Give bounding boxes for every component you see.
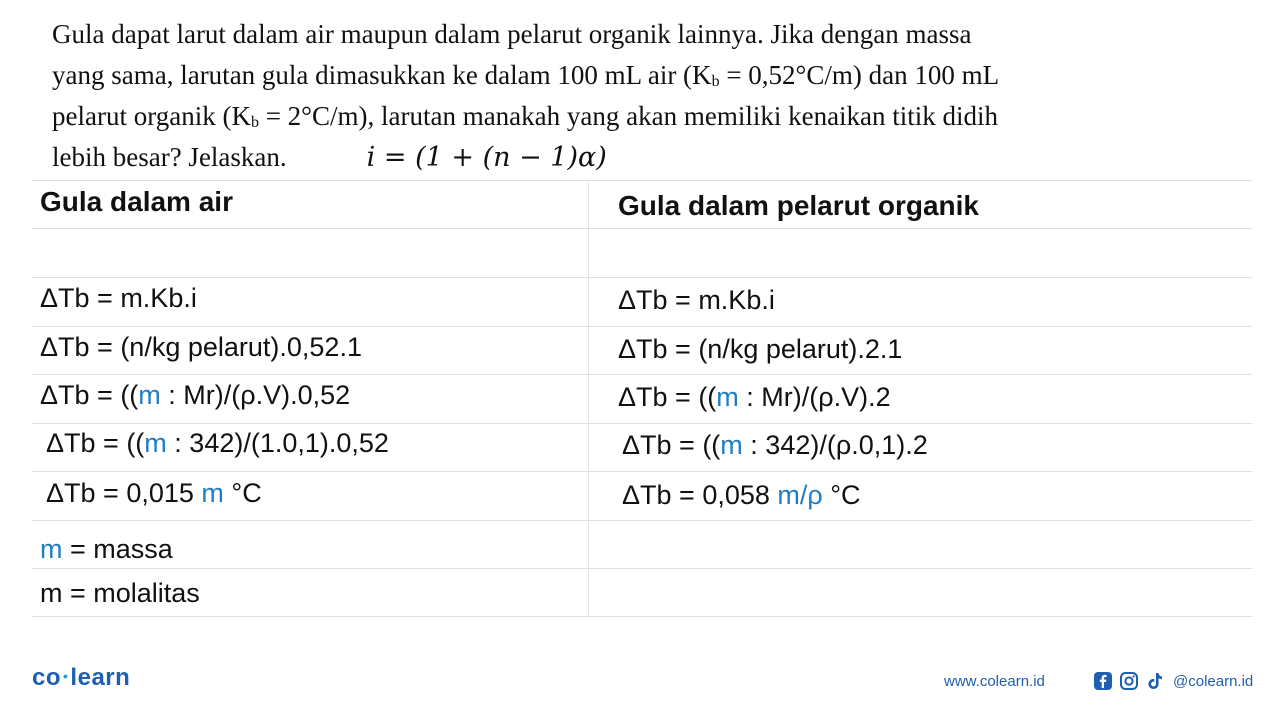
question-text [52, 14, 1192, 178]
vant-hoff-formula: i = (1 + (n − 1)α) [366, 142, 607, 173]
left-step-4: ΔTb = ((m : 342)/(1.0,1).0,52 [46, 428, 389, 458]
mass-symbol: m [144, 428, 167, 458]
question-line-2a: yang sama, larutan gula dimasukkan ke dalam 100 mL air (K [52, 60, 712, 90]
right-step-4: ΔTb = ((m : 342)/(ρ.0,1).2 [622, 430, 928, 460]
table-divider [32, 520, 1252, 521]
right-step-2: ΔTb = (n/kg pelarut).2.1 [618, 334, 903, 364]
question-line-4: lebih besar? Jelaskan. [52, 142, 287, 172]
note-mass: m = massa [40, 534, 173, 564]
solution-table [32, 180, 1252, 617]
right-step-1: ΔTb = m.Kb.i [618, 285, 775, 315]
social-handle[interactable]: @colearn.id [1173, 672, 1254, 690]
left-step-1: ΔTb = m.Kb.i [40, 283, 197, 313]
left-column-header: Gula dalam air [40, 186, 233, 217]
colearn-logo: co •learn [32, 664, 131, 691]
right-column-header: Gula dalam pelarut organik [618, 190, 979, 221]
table-divider [32, 423, 1252, 424]
mass-symbol: m [40, 534, 63, 564]
instagram-icon[interactable] [1119, 671, 1139, 691]
mass-symbol: m [716, 382, 739, 412]
column-divider [588, 180, 589, 617]
note-molality: m = molalitas [40, 578, 200, 608]
table-divider [32, 568, 1252, 569]
question-line-1: Gula dapat larut dalam air maupun dalam pelarut organik lainnya. Jika dengan massa [52, 19, 972, 49]
table-divider [32, 471, 1252, 472]
website-url[interactable]: www.colearn.id [944, 673, 1045, 690]
kb-subscript: b [711, 73, 720, 90]
mass-symbol: m [720, 430, 743, 460]
table-divider [32, 228, 1252, 229]
social-links [1093, 670, 1253, 692]
question-line-2b: = 0,52°C/m) dan 100 mL [719, 60, 1000, 90]
table-divider [32, 180, 1252, 181]
mass-per-density-symbol: m/ρ [777, 480, 823, 510]
question-line-3b: = 2°C/m), larutan manakah yang akan memiliki kenaikan titik didih [258, 101, 999, 131]
left-result: ΔTb = 0,015 m °C [46, 478, 262, 508]
right-step-3: ΔTb = ((m : Mr)/(ρ.V).2 [618, 382, 891, 412]
table-divider [32, 374, 1252, 375]
table-divider [32, 326, 1252, 327]
table-divider [32, 616, 1252, 617]
tiktok-icon[interactable] [1145, 671, 1165, 691]
question-line-3a: pelarut organik (K [52, 101, 251, 131]
table-divider [32, 277, 1252, 278]
left-step-2: ΔTb = (n/kg pelarut).0,52.1 [40, 332, 362, 362]
mass-symbol: m [138, 380, 161, 410]
facebook-icon[interactable] [1093, 671, 1113, 691]
right-result: ΔTb = 0,058 m/ρ °C [622, 480, 861, 510]
kb-subscript: b [250, 114, 259, 131]
mass-symbol: m [201, 478, 224, 508]
left-step-3: ΔTb = ((m : Mr)/(ρ.V).0,52 [40, 380, 351, 410]
